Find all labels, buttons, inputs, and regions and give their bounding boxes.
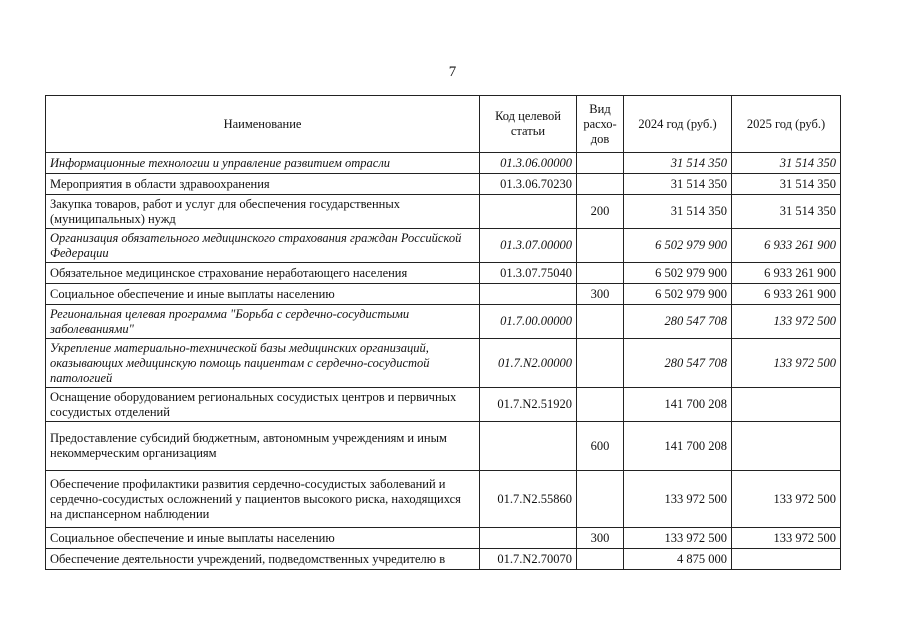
row-2025: 6 933 261 900 [732, 229, 841, 263]
row-name: Информационные технологии и управление развитием отрасли [46, 153, 480, 174]
row-code: 01.3.07.00000 [480, 229, 577, 263]
row-code: 01.7.N2.00000 [480, 339, 577, 388]
row-code: 01.7.N2.51920 [480, 388, 577, 422]
table-row [46, 284, 841, 305]
table-row [46, 174, 841, 195]
row-2025 [732, 549, 841, 570]
table-row [46, 195, 841, 229]
row-2025: 133 972 500 [732, 305, 841, 339]
row-code [480, 528, 577, 549]
row-2025: 133 972 500 [732, 528, 841, 549]
header-kind: Вид расхо-дов [577, 96, 624, 153]
row-2025: 31 514 350 [732, 174, 841, 195]
row-2024: 4 875 000 [624, 549, 732, 570]
row-code: 01.3.07.75040 [480, 263, 577, 284]
row-name: Закупка товаров, работ и услуг для обеспечения государственных (муниципальных) нужд [46, 195, 480, 229]
row-kind: 300 [577, 284, 624, 305]
row-2024: 141 700 208 [624, 388, 732, 422]
table-row [46, 422, 841, 471]
row-kind [577, 305, 624, 339]
budget-table [45, 95, 841, 570]
table-header-row [46, 96, 841, 153]
row-2024: 31 514 350 [624, 174, 732, 195]
row-2025: 31 514 350 [732, 195, 841, 229]
row-kind [577, 174, 624, 195]
row-2024: 31 514 350 [624, 195, 732, 229]
row-code: 01.3.06.70230 [480, 174, 577, 195]
row-kind [577, 549, 624, 570]
row-2024: 31 514 350 [624, 153, 732, 174]
row-2025: 133 972 500 [732, 339, 841, 388]
row-code: 01.7.N2.55860 [480, 471, 577, 528]
row-kind: 200 [577, 195, 624, 229]
page-number: 7 [448, 64, 457, 80]
row-2024: 133 972 500 [624, 528, 732, 549]
header-2024: 2024 год (руб.) [624, 96, 732, 153]
row-code [480, 422, 577, 471]
row-name: Организация обязательного медицинского страхования граждан Российской Федерации [46, 229, 480, 263]
row-2024: 6 502 979 900 [624, 284, 732, 305]
row-2024: 6 502 979 900 [624, 229, 732, 263]
row-code [480, 195, 577, 229]
row-2024: 141 700 208 [624, 422, 732, 471]
row-kind: 300 [577, 528, 624, 549]
row-code: 01.3.06.00000 [480, 153, 577, 174]
row-name: Обеспечение профилактики развития сердечно-сосудистых заболеваний и сердечно-сосудистых осложнений у пациентов высокого риска, находящихся на диспансерном наблюдении [46, 471, 480, 528]
header-code: Код целевой статьи [480, 96, 577, 153]
row-2025: 6 933 261 900 [732, 284, 841, 305]
row-kind [577, 263, 624, 284]
table-row [46, 528, 841, 549]
row-code: 01.7.00.00000 [480, 305, 577, 339]
row-kind [577, 388, 624, 422]
row-name: Оснащение оборудованием региональных сосудистых центров и первичных сосудистых отделений [46, 388, 480, 422]
row-2024: 280 547 708 [624, 305, 732, 339]
row-2024: 133 972 500 [624, 471, 732, 528]
row-2024: 6 502 979 900 [624, 263, 732, 284]
row-name: Социальное обеспечение и иные выплаты населению [46, 528, 480, 549]
table-row [46, 339, 841, 388]
row-code [480, 284, 577, 305]
header-name: Наименование [46, 96, 480, 153]
row-2025 [732, 388, 841, 422]
row-name: Обязательное медицинское страхование неработающего населения [46, 263, 480, 284]
row-name: Обеспечение деятельности учреждений, подведомственных учредителю в [46, 549, 480, 570]
row-kind [577, 471, 624, 528]
row-2025 [732, 422, 841, 471]
row-kind [577, 153, 624, 174]
row-kind [577, 229, 624, 263]
header-2025: 2025 год (руб.) [732, 96, 841, 153]
row-name: Региональная целевая программа "Борьба с сердечно-сосудистыми заболеваниями" [46, 305, 480, 339]
row-kind [577, 339, 624, 388]
table-row [46, 229, 841, 263]
row-name: Укрепление материально-технической базы медицинских организаций, оказывающих медицинскую помощь пациентам с сердечно-сосудистой патологией [46, 339, 480, 388]
table-row [46, 305, 841, 339]
row-2025: 133 972 500 [732, 471, 841, 528]
row-2025: 6 933 261 900 [732, 263, 841, 284]
table-row [46, 263, 841, 284]
row-name: Мероприятия в области здравоохранения [46, 174, 480, 195]
row-name: Предоставление субсидий бюджетным, автономным учреждениям и иным некоммерческим организациям [46, 422, 480, 471]
row-2024: 280 547 708 [624, 339, 732, 388]
table-row [46, 471, 841, 528]
row-name: Социальное обеспечение и иные выплаты населению [46, 284, 480, 305]
table-row [46, 388, 841, 422]
row-kind: 600 [577, 422, 624, 471]
row-2025: 31 514 350 [732, 153, 841, 174]
table-row [46, 153, 841, 174]
row-code: 01.7.N2.70070 [480, 549, 577, 570]
table-row [46, 549, 841, 570]
